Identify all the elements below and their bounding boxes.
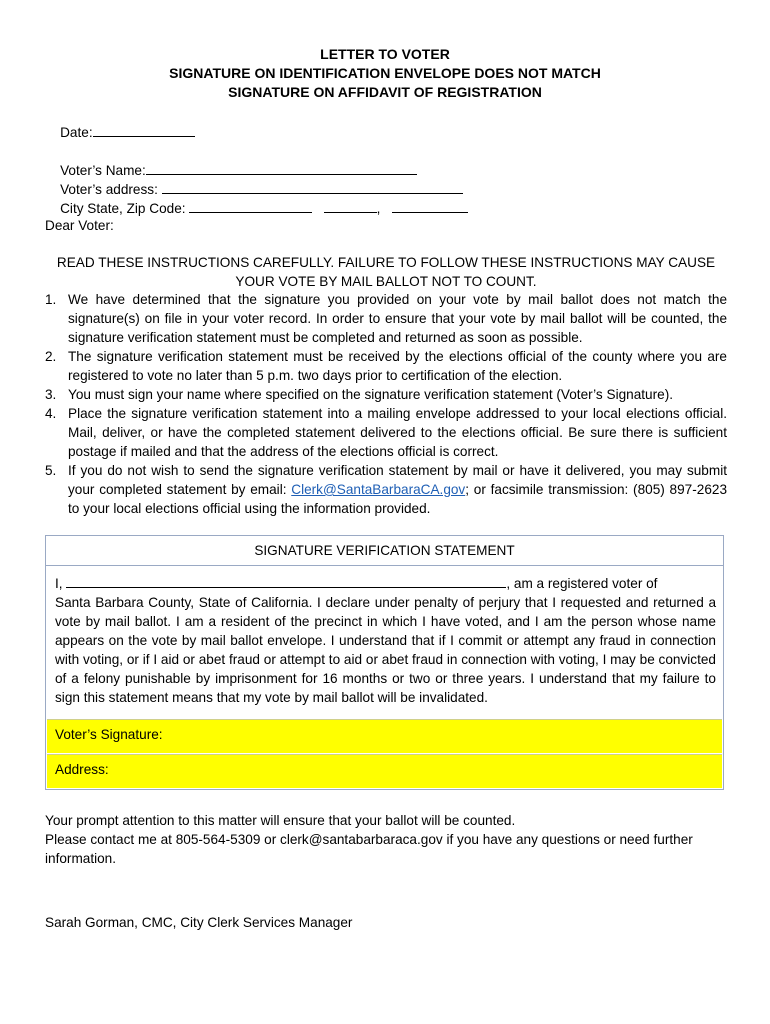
address-field[interactable]: [47, 754, 722, 788]
zip-field[interactable]: [392, 198, 468, 213]
instruction-number: 5.: [45, 463, 57, 478]
statement-divider: [46, 565, 723, 566]
voter-signature-label: Voter’s Signature:: [55, 727, 163, 742]
title-line-3: SIGNATURE ON AFFIDAVIT OF REGISTRATION: [228, 84, 542, 100]
instruction-number: 3.: [45, 387, 57, 402]
city-field[interactable]: [189, 198, 312, 213]
voter-name-label: Voter’s Name:: [60, 163, 146, 178]
instruction-item: [45, 290, 727, 347]
instructions-heading-1: READ THESE INSTRUCTIONS CAREFULLY. FAILURE TO FOLLOW THESE INSTRUCTIONS MAY CAUSE: [56, 255, 716, 270]
statement-suffix: , am a registered voter of: [506, 576, 658, 591]
title-line-2: SIGNATURE ON IDENTIFICATION ENVELOPE DOES NOT MATCH: [169, 65, 601, 81]
date-field[interactable]: [93, 122, 195, 137]
instructions-list: [45, 290, 727, 518]
instruction-text: You must sign your name where specified on the signature verification statement (Voter’s Signature).: [68, 387, 674, 402]
comma-separator: ,: [376, 201, 381, 216]
instruction-text: Place the signature verification statement into a mailing envelope addressed to your local elections official. Mail, deliver, or have the completed statement delivered to the elections official. Be sure there is sufficient postage if mailed and that the address of the elections official is correct.: [68, 406, 727, 459]
closing-line-1: Your prompt attention to this matter will ensure that your ballot will be counted.: [45, 813, 516, 828]
statement-body: [55, 573, 716, 707]
instructions-heading-2: YOUR VOTE BY MAIL BALLOT NOT TO COUNT.: [235, 274, 537, 289]
instruction-text: We have determined that the signature you provided on your vote by mail ballot does not match the signature(s) on file in your voter record. In order to ensure that your vote by mail ballot will be counted, the signature verification statement must be completed and returned as soon as possible.: [68, 292, 727, 345]
statement-title: SIGNATURE VERIFICATION STATEMENT: [254, 543, 515, 558]
statement-declaration: Santa Barbara County, State of California. I declare under penalty of perjury that I requested and returned a vote by mail ballot. I am a resident of the precinct in which I have voted, and I am the person whose name appears on the vote by mail ballot envelope. I understand that if I commit or attempt any fraud in connection with voting, or if I aid or abet fraud or attempt to aid or abet fraud in connection with voting, I may be convicted of a felony punishable by imprisonment for 16 months or two or three years. I understand that my failure to sign this statement means that my vote by mail ballot will be invalidated.: [55, 595, 716, 705]
state-field[interactable]: [324, 198, 377, 213]
voter-signature-field[interactable]: [47, 719, 722, 753]
city-state-zip-label: City State, Zip Code:: [60, 201, 186, 216]
statement-first-line: [55, 573, 716, 593]
instruction-item: [45, 404, 727, 461]
instruction-number: 1.: [45, 292, 57, 307]
instruction-item: [45, 385, 727, 404]
address-label: Address:: [55, 762, 109, 777]
voter-address-label: Voter’s address:: [60, 182, 158, 197]
signer-name: Sarah Gorman, CMC, City Clerk Services Manager: [45, 915, 353, 930]
clerk-email-link[interactable]: Clerk@SantaBarbaraCA.gov: [291, 482, 466, 497]
voter-name-blank[interactable]: [66, 573, 506, 588]
title-line-1: LETTER TO VOTER: [320, 46, 450, 62]
instruction-item: [45, 461, 727, 518]
signature-verification-box: [45, 535, 724, 790]
statement-prefix: I,: [55, 576, 67, 591]
instruction-number: 2.: [45, 349, 57, 364]
instruction-number: 4.: [45, 406, 57, 421]
closing-line-2: Please contact me at 805-564-5309 or clerk@santabarbaraca.gov if you have any questions or need further information.: [45, 832, 693, 866]
greeting: Dear Voter:: [45, 218, 114, 233]
instruction-text-before-email: If you do not wish to send the signature verification statement by mail or have it delivered, you may submit your completed statement by email:: [68, 463, 727, 497]
instruction-item: [45, 347, 727, 385]
instruction-text: The signature verification statement must be received by the elections official of the county where you are registered to vote no later than 5 p.m. two days prior to certification of the election.: [68, 349, 727, 383]
date-label: Date:: [60, 125, 93, 140]
instruction-text-after-email: ; or facsimile transmission: (805) 897-2623 to your local elections official using the information provided.: [68, 482, 727, 516]
